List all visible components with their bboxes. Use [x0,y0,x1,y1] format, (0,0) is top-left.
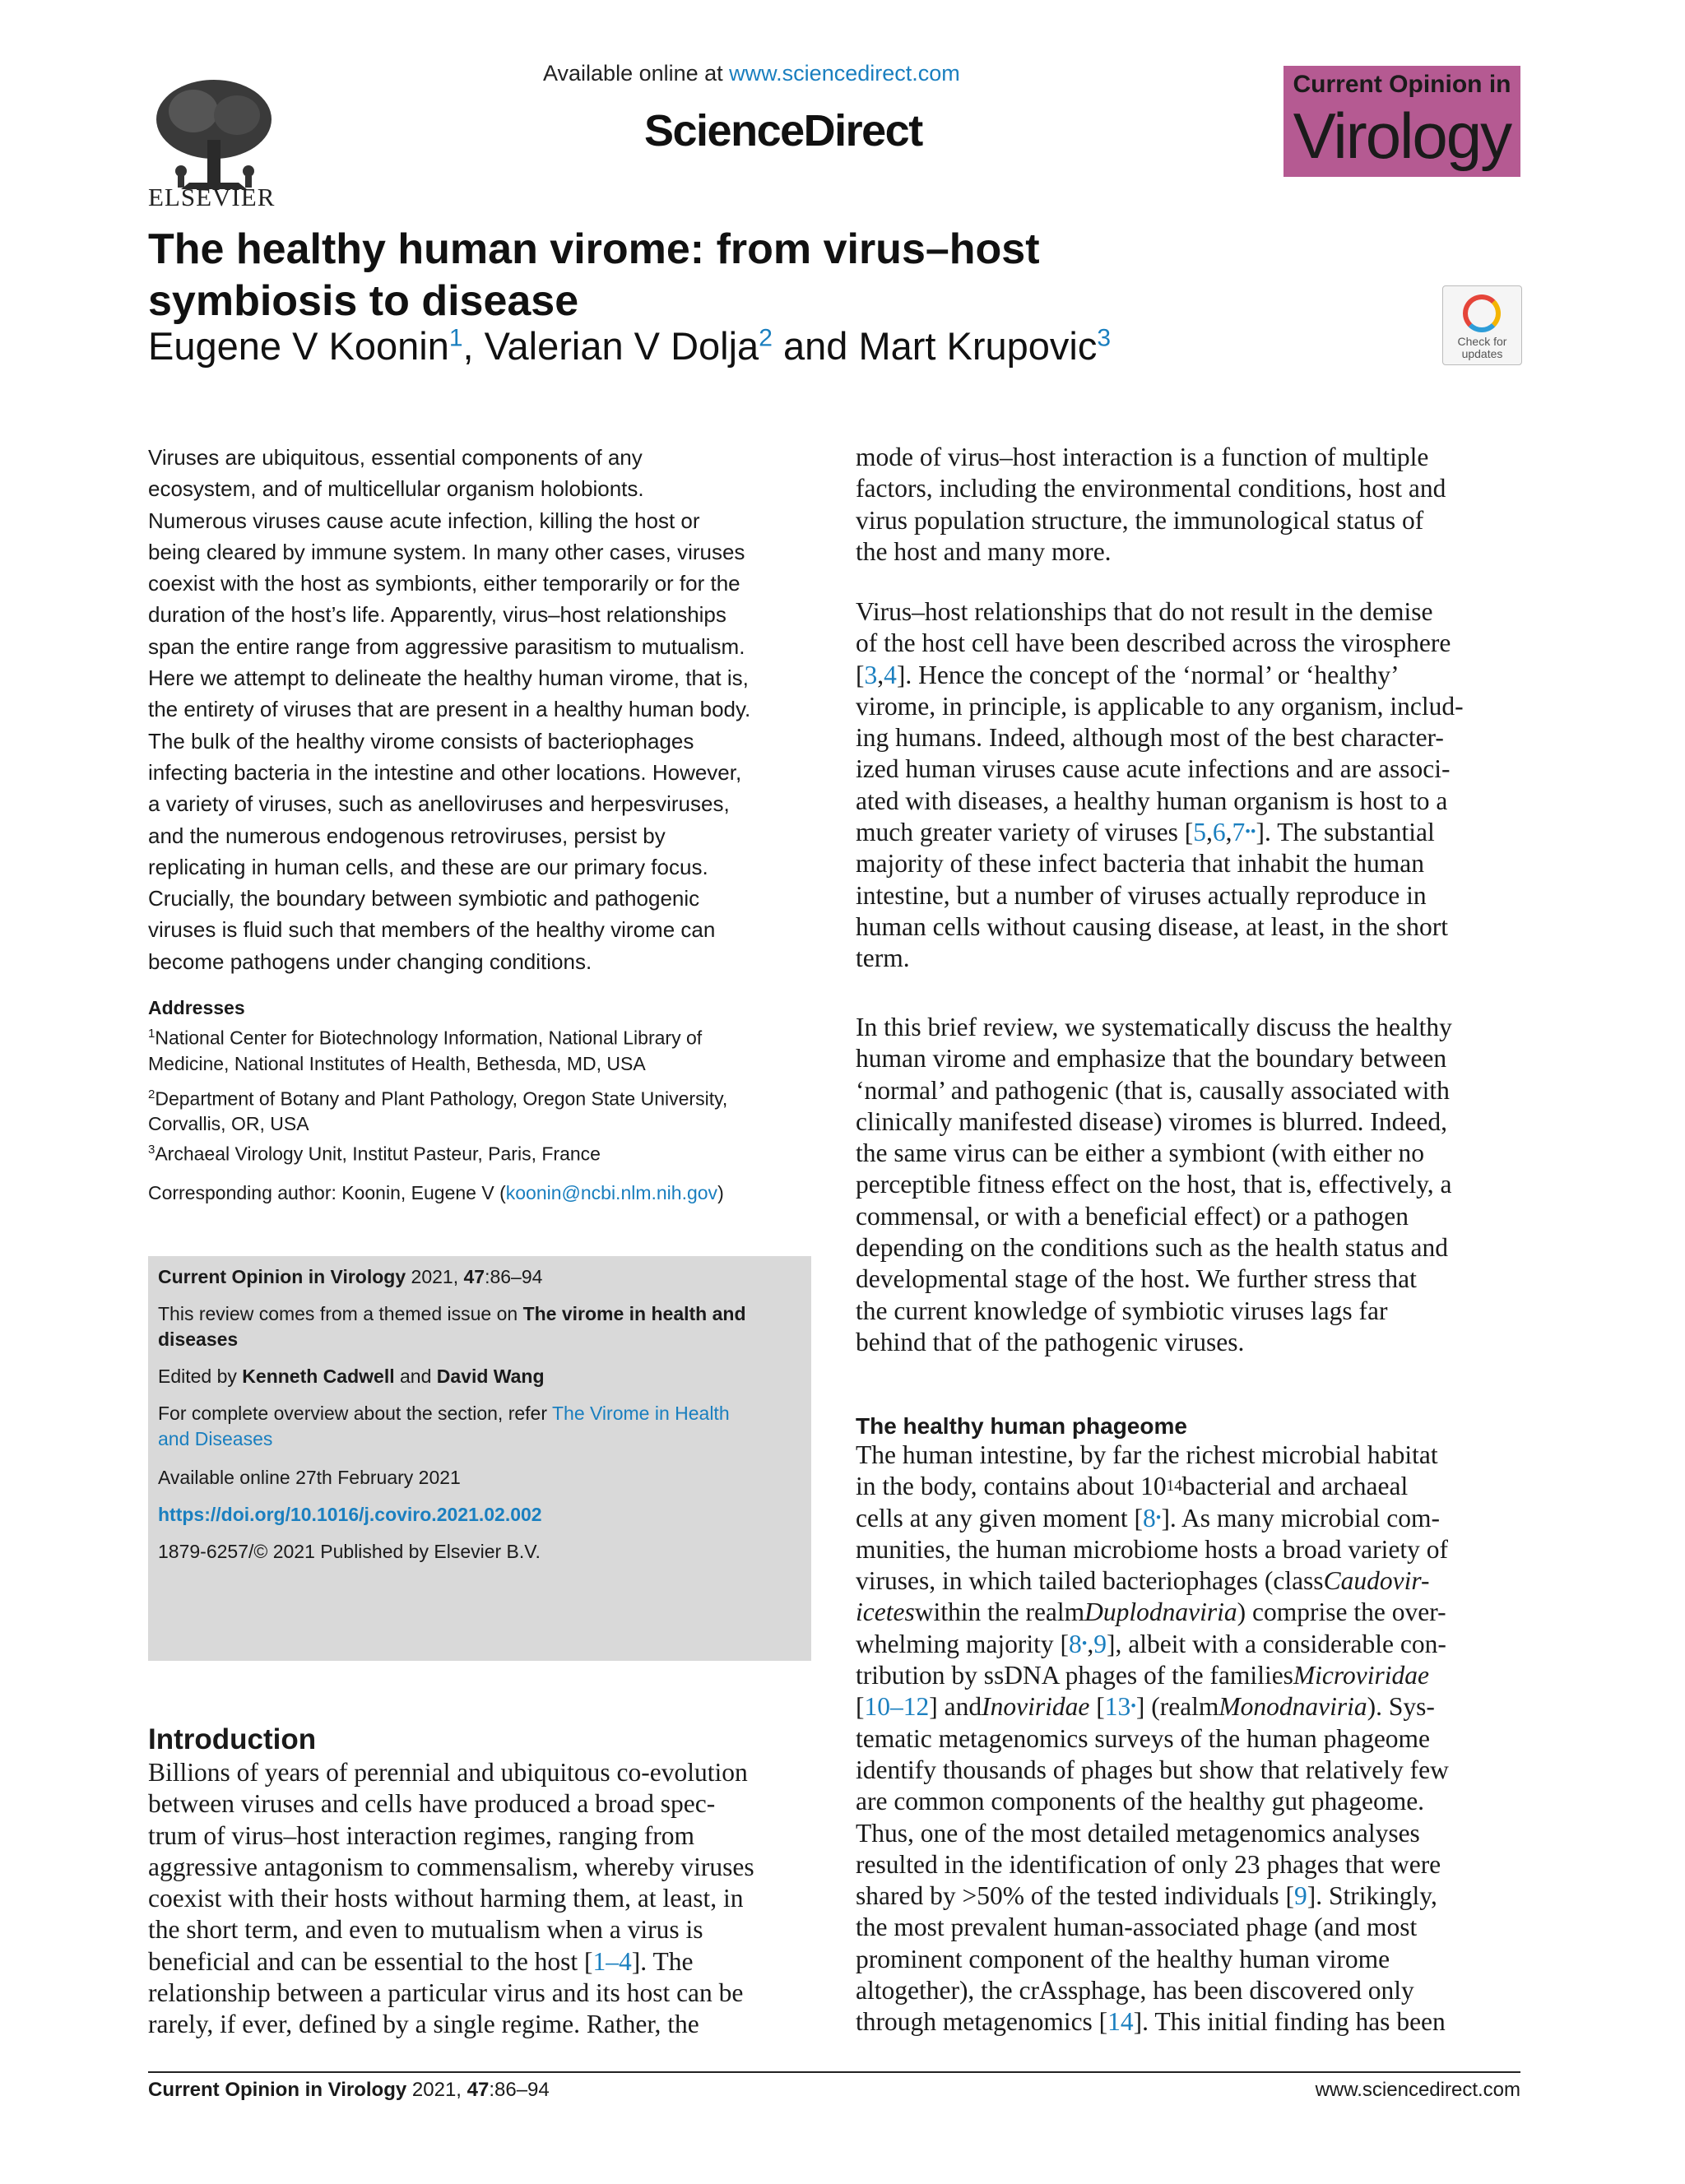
copyright: 1879-6257/© 2021 Published by Elsevier B.V. [158,1541,541,1562]
body-line: aggressive antagonism to commensalism, whereby viruses [148,1852,754,1881]
address-item: $^2$Department of Botany and Plant Pathology, Oregon State University, Corvallis, OR, USA [148,1087,728,1135]
body-line: factors, including the environmental conditions, host and [856,474,1446,503]
introduction-heading: Introduction [148,1723,317,1755]
abstract-line: viruses is fluid such that members of the healthy virome can [148,917,716,943]
abstract-line: Here we attempt to delineate the healthy human virome, that is, [148,665,749,691]
citation-ref[interactable]: 3 [864,660,878,689]
section-overview-link[interactable]: The Virome in Health [551,1403,730,1424]
author-name: Valerian V Dolja [484,324,759,368]
sciencedirect-link[interactable]: www.sciencedirect.com [729,61,960,86]
body-line: whelming majority [ 8 • , 9 ], albeit with a considerable con- [856,1629,1520,1660]
article-info-box [148,1256,811,1661]
introduction-body [148,1757,811,2041]
abstract-line: being cleared by immune system. In many other cases, viruses [148,539,745,564]
affiliation-ref[interactable]: 2 [759,324,773,352]
body-line: the most prevalent human-associated phage (and most [856,1913,1418,1942]
body-line: depending on the conditions such as the health status and [856,1233,1448,1263]
abstract-line: The bulk of the healthy virome consists of bacteriophages [148,728,694,754]
body-line: relationship between a particular virus and its host can be [148,1978,744,2008]
abstract-line: coexist with the host as symbionts, either temporarily or for the [148,571,740,596]
corresponding-email-link[interactable]: koonin@ncbi.nlm.nih.gov [505,1182,718,1203]
body-line: human cells without causing disease, at least, in the short [856,911,1448,941]
citation-ref[interactable]: 14 [1107,2007,1134,2037]
section-overview-link[interactable]: and Diseases [158,1428,273,1449]
abstract-line: become pathogens under changing conditions. [148,948,592,974]
article-title: The healthy human virome: from virus–host symbiosis to disease [148,225,1040,325]
citation-ref[interactable]: 8 [1143,1503,1156,1533]
citation-ref[interactable]: 6 [1212,818,1226,847]
citation-ref[interactable]: 8 [1068,1629,1082,1658]
available-online: Available online at www.sciencedirect.com [543,61,960,86]
affiliation-ref[interactable]: 1 [448,324,463,352]
body-line: through metagenomics [ 14 ]. This initial finding has been [856,2006,1520,2038]
body-line: [ 3 , 4 ]. Hence the concept of the ‘normal’ or ‘healthy’ [856,660,1520,691]
body-line: shared by >50% of the tested individuals [ 9 ]. Strikingly, [856,1880,1520,1912]
body-line: are common components of the healthy gut phageome. [856,1787,1425,1816]
journal-logo-name: Virology [1293,100,1511,172]
body-line: clinically manifested disease) viromes is blurred. Indeed, [856,1106,1448,1136]
section-overview: For complete overview about the section, refer The Virome in Health and Diseases [158,1403,730,1449]
body-line: prominent component of the healthy human virome [856,1944,1390,1973]
citation-ref[interactable]: 7 [1232,818,1246,847]
body-line: Virus–host relationships that do not result in the demise [856,597,1433,626]
body-paragraph [856,1440,1520,2038]
body-line: intestine, but a number of viruses actually reproduce in [856,880,1427,910]
editors: Edited by Kenneth Cadwell and David Wang [158,1366,545,1387]
footer-citation: Current Opinion in Virology 2021, 47:86–94 [148,2079,550,2101]
citation-ref[interactable]: 4 [884,660,897,689]
body-line: viruses, in which tailed bacteriophages (class Caudovir- [856,1566,1430,1596]
body-line: tribution by ssDNA phages of the families Microviridae [856,1661,1429,1690]
body-line: developmental stage of the host. We further stress that [856,1264,1417,1294]
sciencedirect-logo: ScienceDirect [644,106,922,155]
footer-site-link[interactable]: www.sciencedirect.com [1315,2079,1520,2101]
body-line: between viruses and cells have produced a broad spec- [148,1789,716,1819]
body-line: ized human viruses cause acute infections and are associ- [856,754,1451,784]
body-line: beneficial and can be essential to the host [ 1–4 ]. The [148,1946,811,1978]
body-line: virus population structure, the immunological status of [856,505,1424,535]
body-paragraph [856,596,1520,975]
corresponding-author: Corresponding author: Koonin, Eugene V (koonin@ncbi.nlm.nih.gov) [148,1182,724,1203]
body-line: majority of these infect bacteria that inhabit the human [856,849,1425,879]
body-line: the current knowledge of symbiotic viruses lags far [856,1296,1388,1325]
body-line: the same virus can be either a symbiont (with either no [856,1138,1425,1168]
body-paragraph [856,442,1520,568]
body-line: cells at any given moment [ 8 • ]. As many microbial com- [856,1503,1520,1534]
address-item: $^1$National Center for Biotechnology Information, National Library of Medicine, National Institutes of Health, Bethesda, MD, USA [148,1027,703,1074]
body-line: behind that of the pathogenic viruses. [856,1327,1245,1356]
body-line: Billions of years of perennial and ubiquitous co-evolution [148,1758,748,1787]
citation-ref[interactable]: 9 [1294,1881,1307,1911]
abstract [148,442,798,977]
body-line: term. [856,944,910,973]
body-line: of the host cell have been described across the virosphere [856,628,1451,658]
abstract-line: and the numerous endogenous retroviruses, persist by [148,823,666,848]
citation-ref[interactable]: 9 [1093,1629,1107,1658]
abstract-line: a variety of viruses, such as anelloviruses and herpesviruses, [148,791,730,817]
body-line: [ 10–12 ] and Inoviridae [ 13 • ] (realm Monodnaviria ). Sys- [856,1691,1520,1723]
body-line: icetes within the realm Duplodnaviria ) comprise the over- [856,1597,1446,1627]
body-line: commensal, or with a beneficial effect) or a pathogen [856,1201,1409,1231]
abstract-line: infecting bacteria in the intestine and other locations. However, [148,759,742,785]
affiliation-ref[interactable]: 3 [1097,324,1112,352]
body-paragraph [856,1012,1520,1358]
footer-divider [148,2071,1520,2073]
citation-line: Current Opinion in Virology 2021, 47:86–94 [158,1266,543,1287]
body-line: much greater variety of viruses [ 5 , 6 , 7 •• ]. The substantial [856,817,1520,848]
body-line: perceptible fitness effect on the host, that is, effectively, a [856,1170,1452,1199]
body-line: The human intestine, by far the richest microbial habitat [856,1440,1438,1469]
body-line: ‘normal’ and pathogenic (that is, causally associated with [856,1075,1450,1105]
body-line: resulted in the identification of only 23 phages that were [856,1849,1441,1879]
body-line: tematic metagenomics surveys of the human phageome [856,1723,1431,1753]
body-line: altogether), the crAssphage, has been discovered only [856,1976,1414,2005]
journal-logo-top: Current Opinion in [1293,71,1511,98]
publisher-wordmark: ELSEVIER [148,183,276,211]
body-line: in the body, contains about 10 14 bacterial and archaeal [856,1472,1409,1501]
body-line: human virome and emphasize that the boundary between [856,1044,1447,1073]
available-date: Available online 27th February 2021 [158,1467,461,1488]
abstract-line: Viruses are ubiquitous, essential components of any [148,445,643,470]
body-line: rarely, if ever, defined by a single regime. Rather, the [148,2010,699,2039]
body-line: coexist with their hosts without harming them, at least, in [148,1884,744,1913]
addresses [148,995,806,1167]
author-list: Eugene V Koonin$^1$, Valerian V Dolja$^2$ and Mart Krupovic$^3$ [148,324,1112,368]
body-line: virome, in principle, is applicable to any organism, includ- [856,691,1464,721]
body-line: munities, the human microbiome hosts a broad variety of [856,1534,1448,1564]
citation-ref[interactable]: 10–12 [864,1692,930,1722]
themed-issue: This review comes from a themed issue on The virome in health and diseases [158,1303,746,1350]
body-line: In this brief review, we systematically discuss the healthy [856,1013,1452,1041]
body-line: trum of virus–host interaction regimes, ranging from [148,1820,694,1850]
author-name: Mart Krupovic [858,324,1098,368]
abstract-line: Numerous viruses cause acute infection, killing the host or [148,508,700,533]
body-line: the host and many more. [856,536,1112,566]
address-item: $^3$Archaeal Virology Unit, Institut Pasteur, Paris, France [148,1143,601,1165]
author-name: Eugene V Koonin [148,324,449,368]
check-for-updates-button[interactable] [1442,285,1522,365]
abstract-line: span the entire range from aggressive parasitism to mutualism. [148,633,745,659]
check-for-updates-label: Check for updates [1457,335,1507,360]
abstract-line: the entirety of viruses that are present in a healthy human body. [148,697,751,722]
journal-logo [1283,66,1520,177]
abstract-line: ecosystem, and of multicellular organism holobionts. [148,476,644,502]
body-line: Thus, one of the most detailed metagenomics analyses [856,1818,1420,1848]
body-line: ated with diseases, a healthy human organism is host to a [856,786,1448,815]
citation-ref[interactable]: 13 [1104,1692,1131,1722]
doi-link[interactable]: https://doi.org/10.1016/j.coviro.2021.02.002 [158,1504,542,1525]
citation-ref[interactable]: 1–4 [592,1946,632,1976]
addresses-heading: Addresses [148,997,245,1018]
section-heading: The healthy human phageome [856,1413,1187,1439]
body-line: ing humans. Indeed, although most of the best character- [856,723,1444,753]
body-line: mode of virus–host interaction is a function of multiple [856,443,1429,471]
crossmark-icon [1463,294,1501,332]
body-line: identify thousands of phages but show that relatively few [856,1755,1449,1784]
body-line: the short term, and even to mutualism when a virus is [148,1915,703,1945]
abstract-line: replicating in human cells, and these are our primary focus. [148,854,708,879]
abstract-line: Crucially, the boundary between symbiotic and pathogenic [148,886,700,911]
abstract-line: duration of the host’s life. Apparently, virus–host relationships [148,602,726,628]
citation-ref[interactable]: 5 [1193,818,1206,847]
